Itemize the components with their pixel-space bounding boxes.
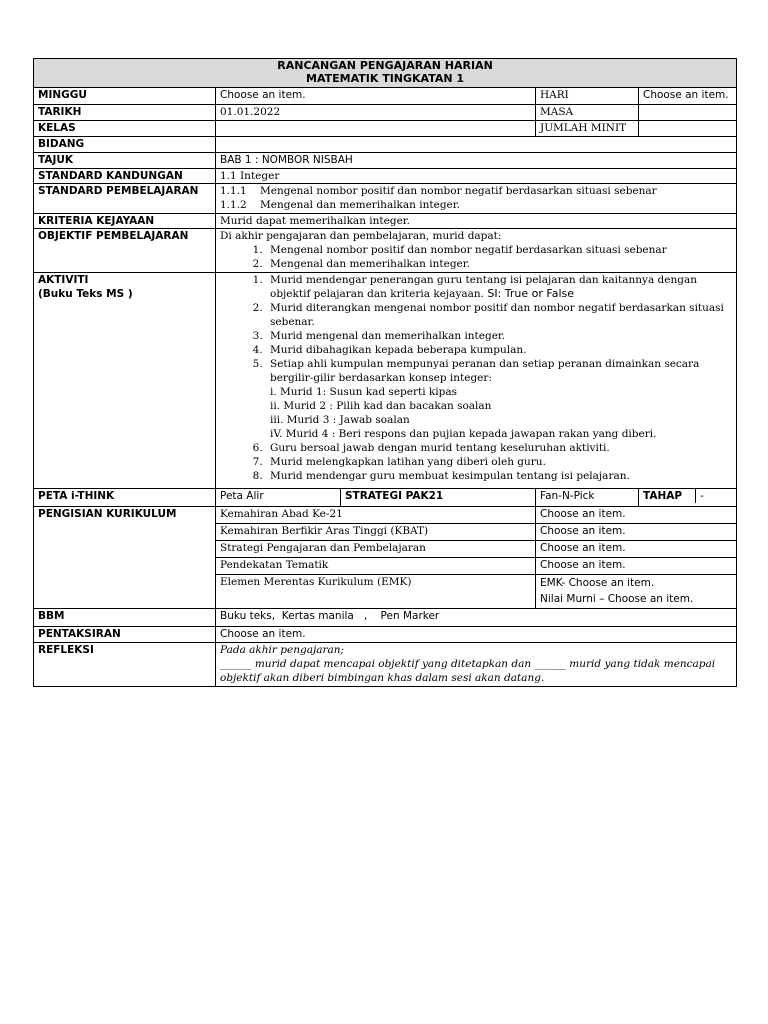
- refleksi-label: REFLEKSI: [34, 643, 216, 687]
- bbm-field[interactable]: Buku teks, Kertas manila , Pen Marker: [216, 609, 737, 627]
- standard-code: 1.1.2: [220, 199, 247, 211]
- header-subtitle: MATEMATIK TINGKATAN 1: [306, 72, 465, 85]
- standard-pembelajaran-field: [216, 184, 737, 214]
- bidang-label: BIDANG: [34, 137, 216, 153]
- tahap-label: TAHAP: [639, 489, 696, 503]
- pengisian-value[interactable]: Choose an item.: [536, 541, 737, 558]
- masa-label: MASA: [536, 105, 639, 121]
- aktiviti-text: Murid mendengar penerangan guru tentang isi pelajaran dan kaitannya dengan objektif pelajaran dan kriteria kejayaan.: [270, 274, 697, 300]
- pengisian-value[interactable]: Choose an item.: [536, 558, 737, 575]
- aktiviti-label: [34, 273, 216, 489]
- aktiviti-field: [216, 273, 737, 489]
- kelas-field[interactable]: [216, 121, 536, 137]
- bidang-field[interactable]: [216, 137, 737, 153]
- sub-item: iii. Murid 3 : Jawab soalan: [270, 414, 410, 426]
- jumlah-minit-field[interactable]: [639, 121, 737, 137]
- list-item: 2. Mengenal dan memerihalkan integer.: [266, 257, 732, 271]
- list-item: 6. Guru bersoal jawab dengan murid tentang keseluruhan aktiviti.: [266, 441, 732, 455]
- list-item: 8. Murid mendengar guru membuat kesimpulan tentang isi pelajaran.: [266, 469, 732, 483]
- objektif-field: [216, 229, 737, 273]
- strategi-label: STRATEGI PAK21: [341, 489, 536, 507]
- emk-field: [536, 575, 737, 609]
- pentaksiran-field[interactable]: Choose an item.: [216, 627, 737, 643]
- tahap-cell: [639, 489, 737, 507]
- list-item: 1. Mengenal nombor positif dan nombor negatif berdasarkan situasi sebenar: [266, 243, 732, 257]
- pentaksiran-label: PENTAKSIRAN: [34, 627, 216, 643]
- refleksi-intro: Pada akhir pengajaran;: [220, 644, 345, 656]
- kelas-label: KELAS: [34, 121, 216, 137]
- list-item: [266, 273, 732, 301]
- aktiviti-title: AKTIVITI: [38, 274, 89, 286]
- minggu-field[interactable]: Choose an item.: [216, 88, 536, 105]
- aktiviti-list: [220, 273, 732, 483]
- peta-label: PETA i-THINK: [34, 489, 216, 507]
- sub-item: iV. Murid 4 : Beri respons dan pujian kepada jawapan rakan yang diberi.: [270, 428, 657, 440]
- aktiviti-subtitle: (Buku Teks MS ): [38, 288, 133, 300]
- pengisian-item: Kemahiran Berfikir Aras Tinggi (KBAT): [216, 524, 536, 541]
- objektif-intro: Di akhir pengajaran dan pembelajaran, murid dapat:: [220, 230, 502, 242]
- list-item: 2. Murid diterangkan mengenai nombor positif dan nombor negatif berdasarkan situasi sebenar.: [266, 301, 732, 329]
- refleksi-field: [216, 643, 737, 687]
- aktiviti-text: Setiap ahli kumpulan mempunyai peranan dan setiap peranan dimainkan secara bergilir-gilir berdasarkan konsep integer:: [270, 358, 700, 384]
- pengisian-label: PENGISIAN KURIKULUM: [34, 507, 216, 609]
- hari-label: HARI: [536, 88, 639, 105]
- emk-item: Elemen Merentas Kurikulum (EMK): [216, 575, 536, 609]
- minggu-label: MINGGU: [34, 88, 216, 105]
- peta-field[interactable]: Peta Alir: [216, 489, 341, 507]
- pengisian-value[interactable]: Choose an item.: [536, 524, 737, 541]
- sub-item: ii. Murid 2 : Pilih kad dan bacakan soalan: [270, 400, 492, 412]
- list-item: 7. Murid melengkapkan latihan yang diberi oleh guru.: [266, 455, 732, 469]
- standard-item: [220, 184, 732, 198]
- list-item: [266, 357, 732, 441]
- document-header: [34, 59, 737, 88]
- pengisian-value[interactable]: Choose an item.: [536, 507, 737, 524]
- bbm-label: BBM: [34, 609, 216, 627]
- list-item: 3. Murid mengenal dan memerihalkan integer.: [266, 329, 732, 343]
- standard-code: 1.1.1: [220, 185, 247, 197]
- tajuk-label: TAJUK: [34, 153, 216, 169]
- pengisian-item: Kemahiran Abad Ke-21: [216, 507, 536, 524]
- tarikh-field[interactable]: 01.01.2022: [216, 105, 536, 121]
- emk-value[interactable]: EMK- Choose an item.: [540, 577, 655, 589]
- standard-kandungan-field[interactable]: 1.1 Integer: [216, 169, 737, 184]
- standard-kandungan-label: STANDARD KANDUNGAN: [34, 169, 216, 184]
- list-item: 4. Murid dibahagikan kepada beberapa kumpulan.: [266, 343, 732, 357]
- header-title: RANCANGAN PENGAJARAN HARIAN: [277, 59, 493, 72]
- tarikh-label: TARIKH: [34, 105, 216, 121]
- standard-text: Mengenal dan memerihalkan integer.: [260, 199, 460, 211]
- pengisian-item: Pendekatan Tematik: [216, 558, 536, 575]
- hari-field[interactable]: Choose an item.: [639, 88, 737, 105]
- objektif-label: OBJEKTIF PEMBELAJARAN: [34, 229, 216, 273]
- kriteria-kejayaan-label: KRITERIA KEJAYAAN: [34, 214, 216, 229]
- standard-text: Mengenal nombor positif dan nombor negatif berdasarkan situasi sebenar: [260, 185, 657, 197]
- strategi-field[interactable]: Fan-N-Pick: [536, 489, 639, 507]
- refleksi-text[interactable]: ______ murid dapat mencapai objektif yang ditetapkan dan ______ murid yang tidak mencapai objektif akan diberi bimbingan khas dalam sesi akan datang.: [220, 658, 716, 684]
- tajuk-field[interactable]: BAB 1 : NOMBOR NISBAH: [216, 153, 737, 169]
- standard-item: [220, 198, 732, 212]
- jumlah-minit-label: JUMLAH MINIT: [536, 121, 639, 137]
- sub-item: i. Murid 1: Susun kad seperti kipas: [270, 386, 457, 398]
- kriteria-kejayaan-field[interactable]: Murid dapat memerihalkan integer.: [216, 214, 737, 229]
- nilai-murni-value[interactable]: Nilai Murni – Choose an item.: [540, 593, 694, 605]
- rph-table: [33, 58, 737, 687]
- pengisian-item: Strategi Pengajaran dan Pembelajaran: [216, 541, 536, 558]
- standard-pembelajaran-label: STANDARD PEMBELAJARAN: [34, 184, 216, 214]
- masa-field[interactable]: [639, 105, 737, 121]
- tahap-field[interactable]: -: [700, 490, 704, 502]
- objektif-list: [220, 243, 732, 271]
- si-text: SI: True or False: [487, 287, 574, 300]
